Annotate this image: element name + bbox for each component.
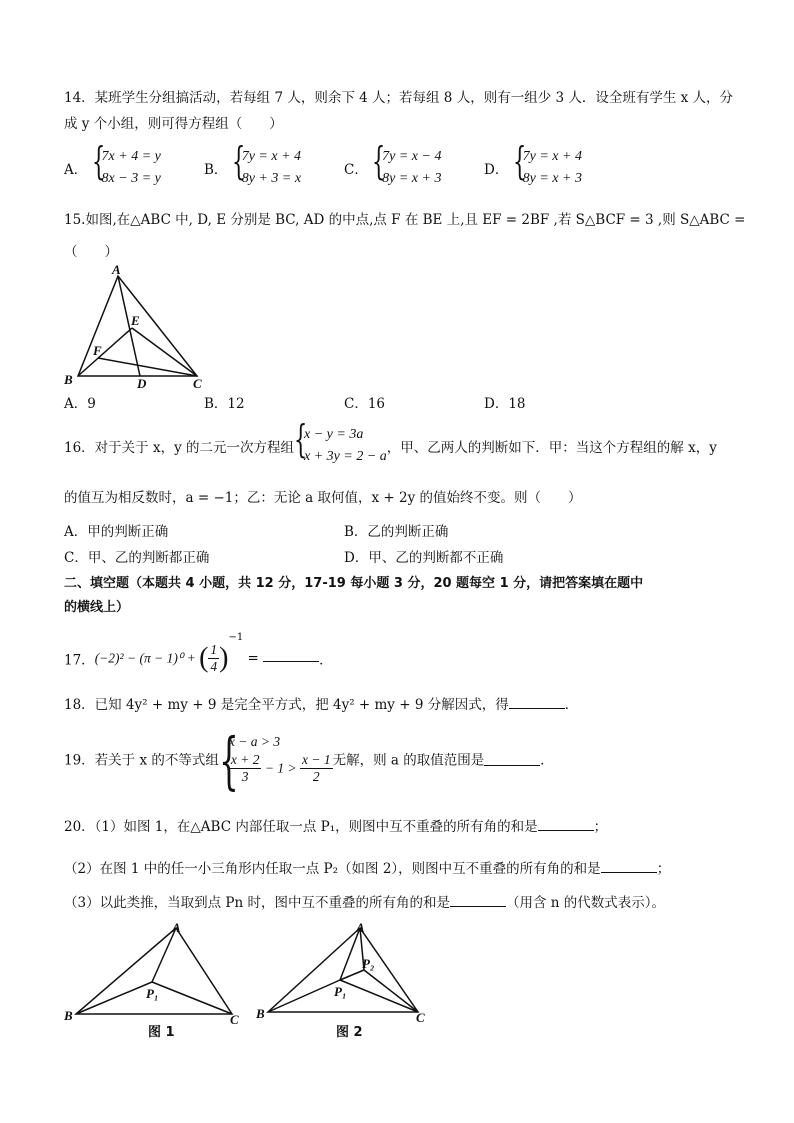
- exponent: −1: [228, 632, 244, 643]
- vertex-label-c: C: [230, 1012, 239, 1027]
- brace-icon: {: [512, 139, 526, 183]
- equation-row: 8y + 3 = x: [241, 171, 302, 186]
- vertex-label-c: C: [193, 376, 202, 391]
- q20-part1: [64, 816, 607, 837]
- equals: =: [243, 650, 264, 667]
- triangle-abc: [76, 928, 232, 1014]
- point-label-p1: P₁: [146, 986, 159, 1001]
- denominator: 4: [210, 659, 218, 674]
- q20-part2-text: （2）在图 1 中的任一小三角形内任取一点 P₂（如图 2），则图中互不重叠的所有角的和是: [64, 861, 601, 877]
- q19-post: 无解，则 a 的取值范围是: [332, 752, 485, 769]
- segment-cp1: [152, 982, 232, 1014]
- q20-part3-end: （用含 n 的代数式表示）。: [505, 895, 665, 911]
- inequality-system: [218, 724, 333, 797]
- equation-row: 7y = x + 4: [522, 149, 582, 164]
- q14-option-c: [344, 139, 442, 190]
- equation-row: 7x + 4 = y: [101, 149, 161, 164]
- q15-triangle-figure: [60, 262, 220, 392]
- inequality-row-2: [229, 752, 333, 785]
- point-label-p2: P₂: [362, 956, 375, 971]
- q15-option-a: A．9: [64, 396, 96, 412]
- q20-part3-text: （3）以此类推，当取到点 Pn 时，图中互不重叠的所有角的和是: [64, 895, 450, 911]
- q17-end: ．: [319, 652, 333, 669]
- q19: [64, 724, 554, 797]
- vertex-label-a: A: [172, 920, 181, 935]
- q16-option-c: C．甲、乙的判断都正确: [64, 550, 210, 566]
- answer-blank[interactable]: [538, 816, 594, 831]
- q15-option-d: D．18: [484, 396, 526, 412]
- q16-stem-line1: [64, 417, 717, 468]
- q20-part2-end: ；: [656, 861, 671, 877]
- numerator: x + 2: [230, 752, 260, 767]
- equation-row: x + 3y = 2 − a: [304, 449, 387, 464]
- figure-caption: 图 2: [336, 1025, 363, 1040]
- q17-expression: (−2)² − (π − 1)⁰ +: [94, 650, 200, 666]
- equation-system: [91, 139, 161, 190]
- equation-row: 7y = x − 4: [382, 149, 442, 164]
- section2-heading-line2: 的横线上）: [64, 600, 130, 615]
- equation-system: [372, 139, 442, 190]
- q14-option-d: [484, 139, 582, 190]
- option-label: C．: [344, 162, 368, 178]
- vertex-label-c: C: [416, 1010, 425, 1025]
- brace-icon: {: [372, 139, 386, 183]
- q16-option-b: B．乙的判断正确: [344, 524, 449, 540]
- q20-part3: [64, 892, 665, 913]
- numerator: x − 1: [301, 752, 331, 767]
- q18-end: ．: [564, 697, 579, 713]
- point-label-e: E: [131, 313, 140, 328]
- segment-fc: [98, 358, 197, 376]
- q15-stem-line2: （ ）: [64, 244, 118, 260]
- brace-icon: {: [231, 139, 246, 183]
- q14-stem-line1: 14．某班学生分组搞活动，若每组 7 人，则余下 4 人；若每组 8 人，则有一组少 3 人．设全班有学生 x 人，分: [64, 90, 734, 106]
- q20-part1-end: ；: [593, 819, 608, 835]
- numerator: 1: [210, 642, 218, 657]
- q19-end: ．: [540, 752, 554, 769]
- inequality-row-1: x − a > 3: [228, 734, 281, 749]
- q15-option-b: B．12: [204, 396, 245, 412]
- segment-ap1: [152, 928, 176, 982]
- figure-caption: 图 1: [148, 1025, 175, 1040]
- segment-be: [78, 328, 132, 376]
- point-label-p1: P₁: [334, 984, 347, 999]
- vertex-label-b: B: [64, 1008, 73, 1023]
- equation-row: 7y = x + 4: [241, 149, 302, 164]
- option-label: A．: [64, 162, 88, 178]
- segment-bp1: [76, 982, 152, 1014]
- section2-heading-line1: 二、填空题（本题共 4 小题，共 12 分，17-19 每小题 3 分，20 题每空 1 分，请把答案填在题中: [64, 576, 644, 591]
- q20-part2: [64, 858, 670, 879]
- q15-option-c: C．16: [344, 396, 386, 412]
- option-label: D．: [484, 162, 509, 178]
- fraction: [300, 752, 333, 785]
- q20-figure-1: [60, 918, 250, 1043]
- q15-stem-line1: 15.如图,在△ABC 中, D, E 分别是 BC, AD 的中点,点 F 在 BE 上,且 EF = 2BF ,若 S△BCF = 3 ,则 S△ABC =: [64, 212, 746, 228]
- equation-system: [512, 139, 582, 190]
- q17: [64, 632, 333, 675]
- q19-pre: 19．若关于 x 的不等式组: [64, 752, 219, 769]
- q20-part1-text: 20．（1）如图 1，在△ABC 内部任取一点 P₁，则图中互不重叠的所有角的和是: [64, 819, 538, 835]
- equation-row: x − y = 3a: [304, 427, 364, 442]
- q18: [64, 694, 578, 715]
- denominator: 2: [312, 769, 320, 784]
- brace-icon: {: [91, 139, 105, 183]
- vertex-label-a: A: [356, 920, 365, 935]
- vertex-label-b: B: [64, 372, 73, 387]
- vertex-label-a: A: [112, 262, 121, 277]
- q14-option-b: [204, 139, 302, 190]
- q16-stem-pre: 16．对于关于 x，y 的二元一次方程组: [64, 440, 295, 456]
- vertex-label-b: B: [256, 1006, 265, 1021]
- inequality-mid: − 1 >: [261, 760, 300, 776]
- q14-option-a: [64, 139, 161, 190]
- q16-stem-line2: 的值互为相反数时，a = −1；乙：无论 a 取何值，x + 2y 的值始终不变。则（ ）: [64, 490, 582, 506]
- equation-system: [231, 139, 302, 190]
- equation-row: 8y = x + 3: [522, 171, 582, 186]
- brace-icon: {: [294, 417, 308, 461]
- paren-right: ): [219, 642, 229, 674]
- answer-blank[interactable]: [601, 858, 657, 873]
- answer-blank[interactable]: [263, 647, 319, 662]
- equation-row: 8y = x + 3: [382, 171, 442, 186]
- denominator: 3: [241, 769, 249, 784]
- q16-option-a: A．甲的判断正确: [64, 524, 169, 540]
- point-label-f: F: [93, 343, 102, 358]
- answer-blank[interactable]: [450, 892, 506, 907]
- fraction-one-quarter: [208, 642, 219, 675]
- answer-blank[interactable]: [484, 751, 540, 766]
- equation-row: 8x − 3 = y: [101, 171, 161, 186]
- paren-left: (: [199, 642, 209, 674]
- segment-bp1: [268, 980, 340, 1012]
- brace-icon: {: [218, 724, 239, 797]
- option-label: B．: [204, 162, 228, 178]
- q18-text: 18．已知 4y² + my + 9 是完全平方式，把 4y² + my + 9 分解因式，得: [64, 697, 509, 713]
- triangle-abc: [268, 928, 418, 1012]
- q20-figure-2: [252, 918, 442, 1043]
- answer-blank[interactable]: [509, 694, 565, 709]
- segment-cp2: [364, 970, 418, 1012]
- equation-system: [294, 417, 387, 468]
- q16-stem-post: ，甲、乙两人的判断如下．甲：当这个方程组的解 x，y: [386, 440, 717, 456]
- point-label-d: D: [137, 376, 147, 391]
- q16-option-d: D．甲、乙的判断都不正确: [344, 550, 504, 566]
- q17-number: 17．: [64, 652, 95, 669]
- q14-stem-line2: 成 y 个小组，则可得方程组（ ）: [64, 116, 283, 132]
